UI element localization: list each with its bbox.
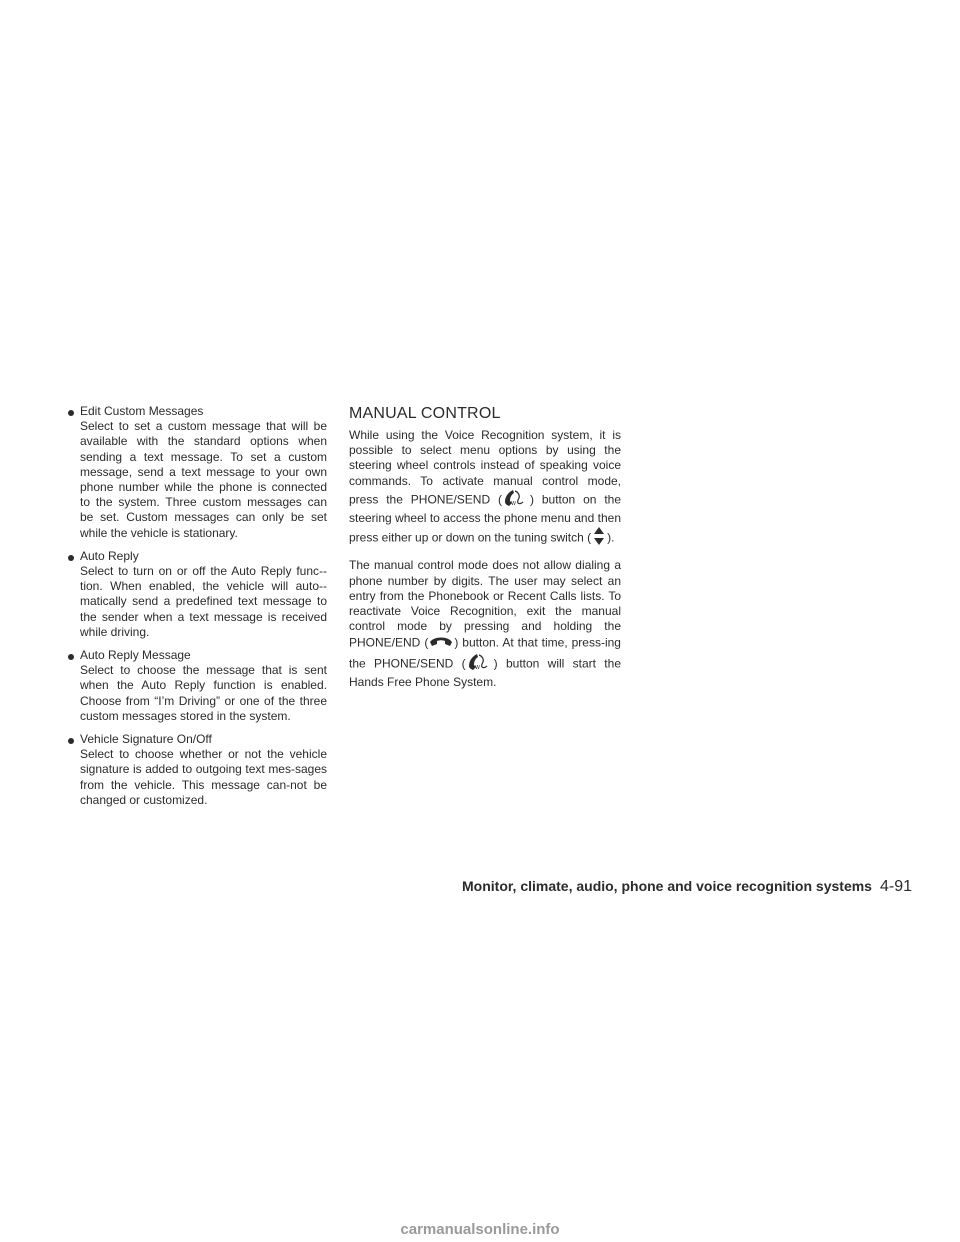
list-item bbox=[68, 732, 327, 808]
svg-text:W: W bbox=[511, 500, 516, 507]
phone-send-icon bbox=[502, 489, 530, 511]
list-item bbox=[68, 404, 327, 541]
tuning-switch-updown-icon bbox=[591, 526, 607, 550]
manual-control-paragraph-1 bbox=[349, 428, 621, 550]
page-number: 4-91 bbox=[879, 878, 912, 895]
item-text: Select to set a custom message that will be available with the standard options when sending a text message. To set a custom message, send a text message to your own phone number while the phone is connected to the system. Three custom messages can be set. Custom messages can only be set while the vehicle is stationary. bbox=[80, 419, 327, 540]
section-heading: MANUAL CONTROL bbox=[349, 405, 501, 422]
item-text: Select to choose the message that is sent when the Auto Reply function is enabled. Choose from “I’m Driving” or one of the three custom messages stored in the system. bbox=[80, 663, 327, 723]
item-text: Select to turn on or off the Auto Reply func-tion. When enabled, the vehicle will auto-matically send a predefined text message to the sender when a text message is received while driving. bbox=[80, 564, 327, 639]
svg-text:W: W bbox=[474, 664, 480, 671]
bullet-icon bbox=[68, 410, 74, 416]
list-item bbox=[68, 648, 327, 724]
bullet-icon bbox=[68, 654, 74, 660]
right-column bbox=[349, 404, 621, 698]
footer-section-title: Monitor, climate, audio, phone and voice recognition systems bbox=[462, 878, 872, 894]
manual-control-paragraph-2 bbox=[349, 558, 621, 690]
phone-send-icon bbox=[466, 653, 494, 675]
item-title: Edit Custom Messages bbox=[80, 404, 204, 418]
item-title: Auto Reply bbox=[80, 548, 139, 563]
watermark: carmanualsonline.info bbox=[400, 1221, 560, 1238]
paragraph-text: ) button on the steering wheel to access the phone menu and then press either up or down on the tuning switch ( bbox=[349, 492, 622, 545]
item-text: Select to choose whether or not the vehicle signature is added to outgoing text mes-sages from the vehicle. This message can-not be changed or customized. bbox=[80, 747, 327, 807]
bullet-icon bbox=[68, 555, 74, 561]
page-footer bbox=[462, 878, 912, 896]
paragraph-text: ). bbox=[607, 530, 615, 545]
paragraph-text: While using the Voice Recognition system, it is possible to select menu options by using the steering wheel controls instead of speaking voice commands. To activate manual control mode, press the PHONE/SEND ( bbox=[349, 428, 621, 507]
item-title: Vehicle Signature On/Off bbox=[80, 732, 212, 747]
bullet-icon bbox=[68, 738, 74, 744]
paragraph-text: The manual control mode does not allow dialing a phone number by digits. The user may select an entry from the Phonebook or Recent Calls lists. To reactivate Voice Recognition, exit the manual control mode by pressing and holding the PHONE/END ( bbox=[349, 558, 621, 650]
item-title: Auto Reply Message bbox=[80, 648, 191, 663]
paragraph-text: ) button will start the Hands Free Phone System. bbox=[349, 655, 621, 689]
paragraph-text: ) button. At that time, press-ing the PHONE/SEND ( bbox=[349, 635, 621, 670]
phone-end-icon bbox=[428, 634, 454, 652]
left-column bbox=[68, 404, 327, 816]
list-item bbox=[68, 549, 327, 640]
